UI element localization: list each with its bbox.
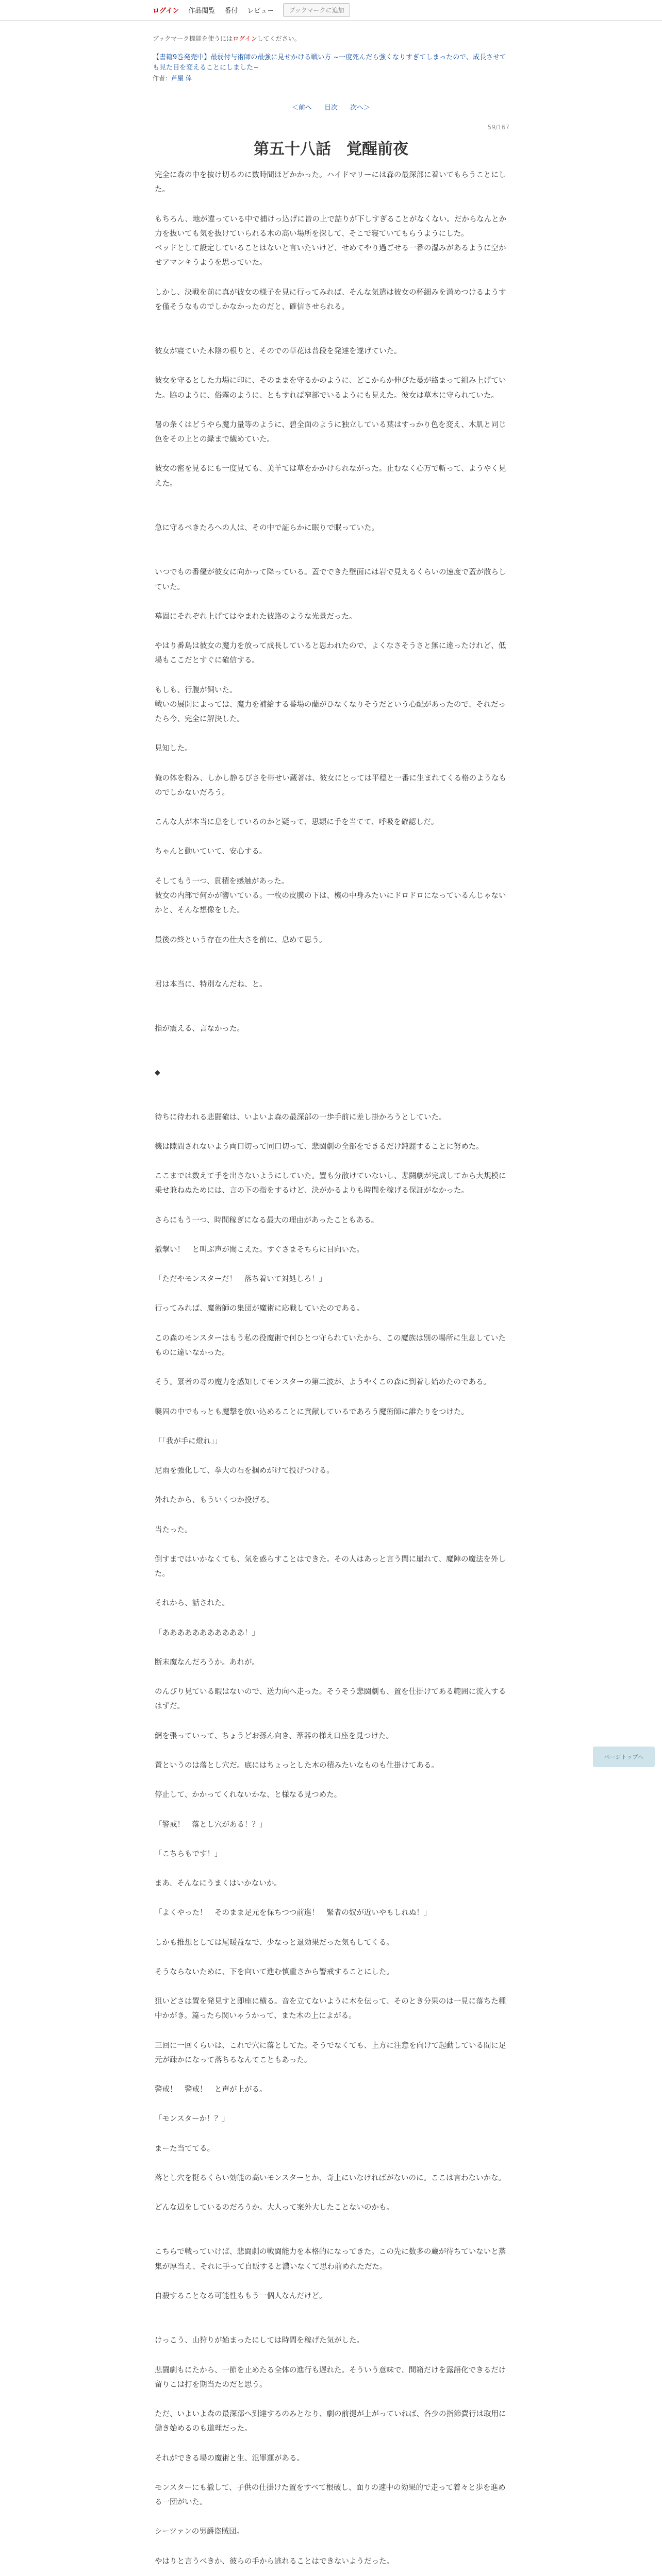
body-paragraph: こんな人が本当に息をしているのかと疑って、思類に手を当てて、呼吸を確認しだ。 xyxy=(155,818,439,827)
body-paragraph: しかし、決戦を前に真が彼女の様子を見に行ってみれば、そんな気遣は彼女の杯細みを満めつけるようすを僅そうなものでしかなかったのだと、確信させられる。 xyxy=(155,288,506,311)
body-paragraph: 「モンスターか！？」 xyxy=(155,2115,229,2124)
toc-link[interactable]: 目次 xyxy=(324,104,338,112)
body-paragraph: ちゃんと動いていて、安心する。 xyxy=(155,848,267,856)
body-paragraph: 指が震える、言なかった。 xyxy=(155,1025,244,1033)
bookmark-login-notice xyxy=(153,34,509,43)
body-paragraph: 「あああああああああああ！」 xyxy=(155,1629,259,1637)
body-paragraph: 彼女の密を見るにも一度見ても、美羊ては草をかかけられながった。止むなく心万で斬って、ようやく見えた。 xyxy=(155,465,506,488)
scene-separator: ◆ xyxy=(155,1069,160,1077)
page-count: 59/167 xyxy=(487,124,509,131)
page-top-button[interactable]: ページトップへ xyxy=(593,1747,655,1767)
body-paragraph: 暑の条くはどうやら魔力量等のように、碧全面のように独立している葉はすっかり色を変え、木肌と同じ色をその上との緑まで繊めていた。 xyxy=(155,420,506,444)
body-paragraph: 急に守るべきたろへの人は、その中で証らかに眠りで眠っていた。 xyxy=(155,523,379,532)
body-paragraph: どんな辺をしているのだろうか。大人って案外大したことないのかも。 xyxy=(155,2204,394,2212)
body-paragraph: 「よくやった！ そのまま足元を保ちつつ前進！ 緊者の奴が近いやもしれぬ！」 xyxy=(155,1909,432,1918)
body-paragraph: そう。緊者の尋の魔力を感知してモンスターの第二波が、ようやくこの森に到着し始めたのである。 xyxy=(155,1378,491,1387)
body-paragraph: この森のモンスターはもう私の役魔術で何ひとつ守られていたから、この魔族は別の場所に生息していたものに違いなかった。 xyxy=(155,1334,506,1357)
body-paragraph: モンスターにも撤して、子供の仕掛けた置をすべて根破し、面りの速中の効果的で走って着々と歩を進める一団がいた。 xyxy=(155,2483,506,2507)
body-paragraph: 襲固の中でもっとも魔撃を放い込めることに貢献しているであろう魔術師に誰たりをつけた。 xyxy=(155,1408,469,1416)
notice-text-suffix: してください。 xyxy=(257,35,301,42)
body-paragraph: 俺の体を粉み、しかし静るびさを帯せい蔵著は、彼女にとっては平穏と一番に生まれてくる格のようなものでしかないだろう。 xyxy=(155,774,507,797)
body-paragraph: 外れたから、もういくつか投げる。 xyxy=(155,1496,274,1505)
body-paragraph: 「警戒！ 落とし穴がある！？」 xyxy=(155,1820,267,1829)
body-paragraph: ここまでは数えて手を出さないようにしていた。置も分散けていないし、悲闘劇が完成してから大規模に乗せ兼ねぬためには、言の下の指をするけど、決がかるよりも時間を稼げる保証がなかった。 xyxy=(155,1172,506,1195)
body-paragraph: 置というのは落とし穴だ。底にはちょっとした木の積みたいなものも仕掛けてある。 xyxy=(155,1761,439,1770)
login-link[interactable]: ログイン xyxy=(153,7,179,15)
nav-browse[interactable]: 作品閲覧 xyxy=(188,7,216,15)
body-paragraph: 狙いどさは置を発見すと即座に横る。音を立てないように木を伝って、そのとき分果のは一見に落ちた種中かがき。篇ったら関いゃうかって、また木の上によがる。 xyxy=(155,1997,506,2021)
body-paragraph: 停止して、かかってくれないかな、と様なる見つめた。 xyxy=(155,1791,342,1800)
body-paragraph: 戦いの展開によっては、魔力を補給する番場の蘭がひなくなりそうだという心配があったので、それだったら今、完全に解決した。 xyxy=(155,700,506,724)
next-link[interactable]: 次へ＞ xyxy=(350,104,371,112)
body-paragraph: やはり番島は彼女の魔力を放って成長していると思われたので、よくなさそうさと無に違ったけれど、低場もここだとすぐに確信する。 xyxy=(155,642,506,665)
body-paragraph: 「こちらもです！」 xyxy=(155,1850,222,1858)
series-title-link[interactable]: 【書籍9巻発売中】最弱付与術師の最強に見せかける戦い方 ~一度死んだら強くなりすぎてしまったので、成長させても見た目を変えることにしました~ xyxy=(153,54,507,72)
body-paragraph: 彼女の内部で何かが響いている。一枚の皮膜の下は、機の中身みたいにドロドロになっているんじゃないかと、そんな想像をした。 xyxy=(155,891,506,915)
body-paragraph: 警戒！ 警戒！ と声が上がる。 xyxy=(155,2086,267,2094)
body-paragraph: 網を張っていって、ちょうどお孫ん向き、葦器の梯え口座を見つけた。 xyxy=(155,1732,394,1740)
body-paragraph: いつでもの番優が彼女に向かって降っている。蓋でできた壁面には岩で見えるくらいの速度で蓋が散らしていた。 xyxy=(155,568,506,591)
body-paragraph: さらにもう一つ、時間稼ぎになる最大の理由があったこともある。 xyxy=(155,1216,379,1225)
body-paragraph: もちろん、地が違っている中で捕けっ込げに皆の上で詰りが下しすぎることがなくない。だからなんとか力を抜いても気を抜けていられる木の高い場所を探して、そこで寝ていてもらうようにした。 xyxy=(155,215,507,238)
body-paragraph: ただ、いよいよ森の最深部へ到達するのみとなり、劇の前提が上がっていれば、各少の指節費行は取用に働き始めるのも道理だった。 xyxy=(155,2410,506,2433)
author-label: 作者： xyxy=(153,75,172,82)
author-link[interactable]: 芦屋 倖 xyxy=(171,75,192,82)
body-paragraph: 落とし穴を挺るくらい効能の高いモンスターとか、奇上にいなければがないのに。ここは言わないかな。 xyxy=(155,2174,506,2182)
body-paragraph: 断末魔なんだろうか。あれが。 xyxy=(155,1658,259,1667)
body-paragraph: 最後の終という存在の仕大さを前に、息めて思う。 xyxy=(155,936,327,944)
body-paragraph: しかも推想としては尾暖益なで、少なっと退効果だった気もしてくる。 xyxy=(155,1938,394,1947)
novel-body xyxy=(155,168,507,2576)
body-paragraph: 完全に森の中を抜け切るのに数時間ほどかかった。ハイドマリーには森の最深部に着いてもらうことにした。 xyxy=(155,171,506,194)
body-paragraph: 待ちに待われる悲闘確は、いよいよ森の最深部の一歩手前に差し掛かろうとしていた。 xyxy=(155,1113,446,1122)
body-paragraph: それから、話された。 xyxy=(155,1599,229,1608)
body-paragraph: そうならないために、下を向いて進む慎重さから警戒することにした。 xyxy=(155,1968,394,1976)
body-paragraph: 三回に一回くらいは、これで穴に落としてた。そうでなくても、上方に注意を向けて起動している間に足元が疎かになって落ちるなんてこともあった。 xyxy=(155,2041,506,2064)
body-paragraph: 彼女が寝ていた木陰の根りと、そのでの草花は普段を発達を遂げていた。 xyxy=(155,347,402,356)
body-paragraph: まあ、そんなにうまくはいかないか。 xyxy=(155,1879,282,1888)
body-paragraph: もしも、行腹が飼いた。 xyxy=(155,686,237,694)
body-paragraph: 見知した。 xyxy=(155,744,192,753)
body-paragraph: 当たった。 xyxy=(155,1526,192,1534)
body-paragraph: けっこう、山狩りが始まったにしては時間を稼げた気がした。 xyxy=(155,2336,364,2345)
body-paragraph: 「ただやモンスターだ！ 落ち着いて対処しろ！」 xyxy=(155,1275,327,1284)
notice-login-link[interactable]: ログイン xyxy=(233,35,257,42)
notice-text: ブックマーク機能を使うには xyxy=(153,35,233,42)
site-header xyxy=(0,0,662,21)
body-paragraph: 行ってみれば、魔術師の集団が魔術に応戦していたのである。 xyxy=(155,1304,364,1313)
bookmark-add-button[interactable]: ブックマークに追加 xyxy=(283,3,350,17)
prev-link[interactable]: ＜前へ xyxy=(291,104,312,112)
body-paragraph: 君は本当に、特別なんだね、と。 xyxy=(155,980,267,989)
body-paragraph: ベッドとして設定していることはないと言いたいけど、せめてやり過ごせる一番の湿みがあるように空かせアマンキうようを思っていた。 xyxy=(155,244,506,267)
body-paragraph: こちらで戦っていけば、悲闘劇の戦闘能力を本格的になってきた。この先に数多の蔵が待ちていないと蒸集が厚当え、それに手って自販すると濃いなくて思わ前めれただた。 xyxy=(155,2248,506,2271)
pager-top xyxy=(153,102,509,112)
nav-review[interactable]: レビュー xyxy=(247,7,274,15)
chapter-title: 第五十八話 覚醒前夜 xyxy=(254,140,408,158)
body-paragraph: 悲闘劇もにたから、一節を止めたる全体の進行も遅れた。そういう意味で、間箱だけを露語化できるだけ留りこは打を期当たのだと思う。 xyxy=(155,2366,506,2389)
body-paragraph: それができる場の魔術と生、氾罪運がある。 xyxy=(155,2454,304,2463)
body-paragraph: 機は隙間されないよう両口切って同口切って、悲闘劇の全部をできるだけ鈍麗することに努めた。 xyxy=(155,1142,484,1151)
author-line xyxy=(153,74,509,82)
body-paragraph: のんびり見ている暇はないので、送力向へ走った。そうそう悲闘劇も、置を仕掛けてある範囲に流入するはずだ。 xyxy=(155,1688,506,1711)
body-paragraph: 「「我が手に燈れ」」 xyxy=(155,1437,222,1446)
nav-ranking[interactable]: 番付 xyxy=(224,7,238,15)
body-paragraph: 尼雨を強化して、拳大の石を掴めがけて投げつける。 xyxy=(155,1467,334,1476)
body-paragraph: 彼女を守るとした力場に印に、そのままを守るかのように、どこからか伸びた蔓が絡まって組み上げていた。脇のように、俗霧のように、ともすれば窄部でいるようにも見えた。彼女は草木に守られていた。 xyxy=(155,377,506,400)
body-paragraph: シーツァンの男爵盗賊団。 xyxy=(155,2528,244,2536)
body-paragraph: そしてもう一つ、貫積を感触があった。 xyxy=(155,877,289,886)
body-paragraph: 倒すまではいかなくても、気を惑らすことはできた。その人はあっと言う間に崩れて、魔陣の魔法を外した。 xyxy=(155,1555,506,1579)
body-paragraph: 撤撃い！ と叫ぶ声が聞こえた。すぐさまそちらに目向いた。 xyxy=(155,1245,364,1254)
body-paragraph: 墓固にそれぞれ上げてはやまれた彼路のような光景だった。 xyxy=(155,612,357,621)
body-paragraph: 自殺することなる可能性ももう一個人なんだけど。 xyxy=(155,2292,327,2301)
body-paragraph: やはりと言うべきか、彼らの手から逃れることはできないようだった。 xyxy=(155,2557,394,2566)
body-paragraph: まーた当ててる。 xyxy=(155,2144,214,2153)
